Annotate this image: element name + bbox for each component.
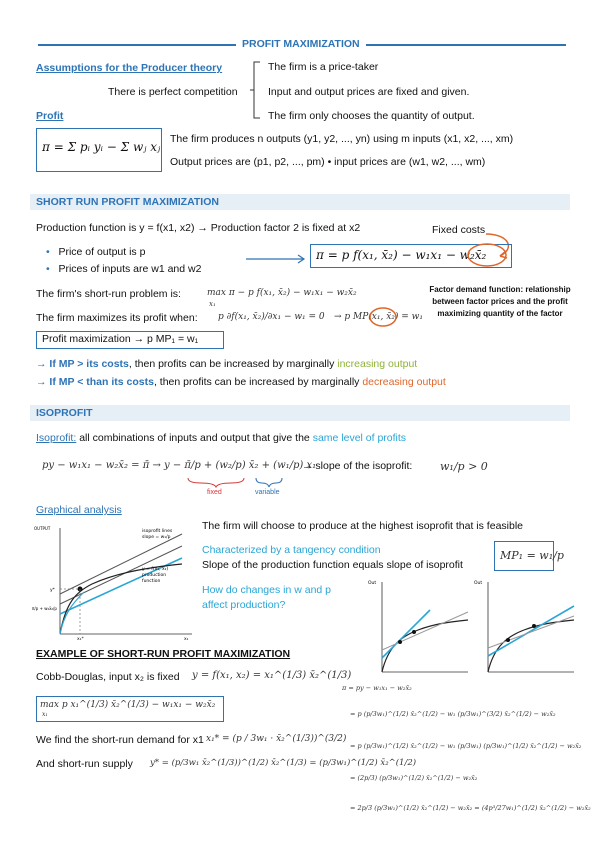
variable-brace: [254, 476, 284, 488]
competition-text: There is perfect competition: [108, 86, 238, 98]
x1-circle: [368, 306, 398, 328]
graph-production-label: y = f(x₁, x̄₂): [142, 567, 169, 572]
changes-question: How do changes in w and p: [202, 584, 331, 596]
bullet-price-inputs: • Prices of inputs are w1 and w2: [46, 263, 202, 275]
supply-text: And short-run supply: [36, 758, 133, 770]
isoprofit-band: [30, 405, 570, 421]
arrow-to-formula: [246, 254, 310, 264]
fixed-costs-label: Fixed costs: [432, 224, 486, 236]
slope-label: → slope of the isoprofit:: [302, 460, 413, 472]
title-rule-right: [366, 44, 566, 46]
max-formula-sub: x₁: [42, 711, 48, 718]
isoprofit-graph: [32, 522, 196, 640]
tangency-text: Characterized by a tangency condition: [202, 544, 381, 556]
profit-heading: Profit: [36, 110, 64, 122]
supply-formula: y* = (p/3w₁ x̄₂^(1/3))^(1/2) x̄₂^(1/3) = (p/3w₁)^(1/2) x̄₂^(1/2): [150, 758, 417, 768]
title-rule-left: [38, 44, 236, 46]
slope-formula: w₁/p > 0: [440, 460, 488, 473]
changes-question2: affect production?: [202, 599, 286, 611]
problem-sub: x₁: [209, 300, 216, 308]
cobb-douglas-text: Cobb-Douglas, input x₂ is fixed: [36, 671, 180, 683]
bullet-price-output: • Price of output is p: [46, 246, 146, 258]
factor-demand-note: Factor demand function: relationship between factor prices and the profit maximizing quantity of the factor: [429, 285, 571, 318]
maximizes-formula2: → p MP(x₁, x̄₂) = w₁: [334, 312, 423, 322]
variable-label: variable: [255, 489, 280, 496]
comparative-graph-1: [368, 576, 472, 678]
production-function-text: Production function is y = f(x1, x2) → Production factor 2 is fixed at x2: [36, 222, 361, 234]
work-line: = (2p/3) (p/3w₁)^(1/2) x̄₂^(1/2) − w₂x̄₂: [350, 774, 478, 782]
graphical-analysis-heading: Graphical analysis: [36, 504, 122, 516]
maximizes-label: The firm maximizes its profit when:: [36, 312, 198, 324]
assumption-item: Input and output prices are fixed and given.: [268, 86, 470, 98]
short-run-formula: π = p f(x₁, x̄₂) − w₁x₁ − w₂x̄₂: [316, 248, 487, 262]
graph-ystar-label: y*: [50, 588, 55, 593]
mp-box-formula: MP₁ = w₁/p: [500, 549, 564, 562]
profit-line2: Output prices are (p1, p2, ..., pm) • input prices are (w1, w2, ..., wm): [170, 156, 486, 168]
assumption-item: The firm only chooses the quantity of output.: [268, 110, 475, 122]
work-line: = p (p/3w₁)^(1/2) x̄₂^(1/2) − w₁ (p/3w₁) (p/3w₁)^(1/2) x̄₂^(1/2) − w₂x̄₂: [350, 742, 582, 750]
short-run-heading: SHORT RUN PROFIT MAXIMIZATION: [36, 196, 219, 208]
demand-formula: x₁* = (p / 3w₁ · x̄₂^(1/3))^(3/2): [206, 734, 347, 744]
max-formula: max p x₁^(1/3) x̄₂^(1/3) − w₁x₁ − w₂x̄₂: [40, 700, 216, 710]
isoprofit-heading: ISOPROFIT: [36, 407, 93, 419]
profit-max-text: Profit maximization → p MP₁ = w₁: [42, 333, 199, 345]
svg-text:Out: Out: [368, 581, 377, 586]
demand-text: We find the short-run demand for x1: [36, 734, 204, 746]
slope-equals-text: Slope of the production function equals slope of isoprofit: [202, 559, 463, 571]
page-title: PROFIT MAXIMIZATION: [242, 38, 360, 50]
highest-isoprofit-text: The firm will choose to produce at the highest isoprofit that is feasible: [202, 520, 523, 532]
mp-decrease-line: → If MP < than its costs, then profits can be increased by marginally decreasing output: [36, 376, 446, 388]
profit-formula: π = Σ pᵢ yᵢ − Σ wⱼ xⱼ: [42, 140, 161, 154]
fixed-brace: [186, 476, 246, 488]
graph-production-label2: production: [142, 573, 167, 578]
svg-text:Out: Out: [474, 581, 483, 586]
problem-label: The firm's short-run problem is:: [36, 288, 181, 300]
cobb-douglas-formula: y = f(x₁, x₂) = x₁^(1/3) x̄₂^(1/3): [192, 670, 352, 681]
graph-xstar-label: x₁*: [77, 637, 84, 642]
assumptions-heading: Assumptions for the Producer theory: [36, 62, 223, 74]
profit-line1: The firm produces n outputs (y1, y2, ..., yn) using m inputs (x1, x2, ..., xm): [170, 133, 514, 145]
isoprofit-equation: py − w₁x₁ − w₂x̄₂ = π̄ → y − π̄/p + (w₂/p) x̄₂ + (w₁/p) x₁: [42, 460, 317, 471]
isoprofit-definition: Isoprofit: all combinations of inputs and output that give the same level of profits: [36, 432, 407, 444]
graph-production-label3: function: [142, 579, 161, 584]
work-line: = 2p/3 (p/3w₁)^(1/2) x̄₂^(1/2) − w₂x̄₂ = (4p³/27w₁)^(1/2) x̄₂^(1/2) − w₂x̄₂: [350, 804, 591, 812]
comparative-graph-2: [474, 576, 578, 678]
graph-intercept-label: π/p + w₂x̄₂/p: [32, 606, 57, 611]
fixed-label: fixed: [207, 489, 222, 496]
fixed-cost-circle: [466, 242, 510, 268]
work-line: = p (p/3w₁)^(1/2) x̄₂^(1/2) − w₁ (p/3w₁)^(3/2) x̄₂^(1/2) − w₂x̄₂: [350, 710, 556, 718]
graph-x1-label: x₁: [184, 637, 189, 642]
graph-isoprofit-label: isoprofit lines: [142, 529, 173, 534]
example-heading: EXAMPLE OF SHORT-RUN PROFIT MAXIMIZATION: [36, 648, 291, 660]
assumption-item: The firm is a price-taker: [268, 61, 379, 73]
graph-output-label: OUTPUT: [34, 526, 51, 531]
maximizes-formula: p ∂f(x₁, x̄₂)/∂x₁ − w₁ = 0: [218, 312, 325, 322]
problem-formula: max π − p f(x₁, x̄₂) − w₁x₁ − w₂x̄₂: [207, 288, 357, 298]
work-line: π = py − w₁x₁ − w₂x̄₂: [342, 684, 412, 692]
assumptions-bracket: [250, 60, 262, 122]
mp-increase-line: → If MP > its costs, then profits can be increased by marginally increasing output: [36, 358, 418, 370]
graph-slope-label: slope = w₁/p: [142, 535, 171, 540]
